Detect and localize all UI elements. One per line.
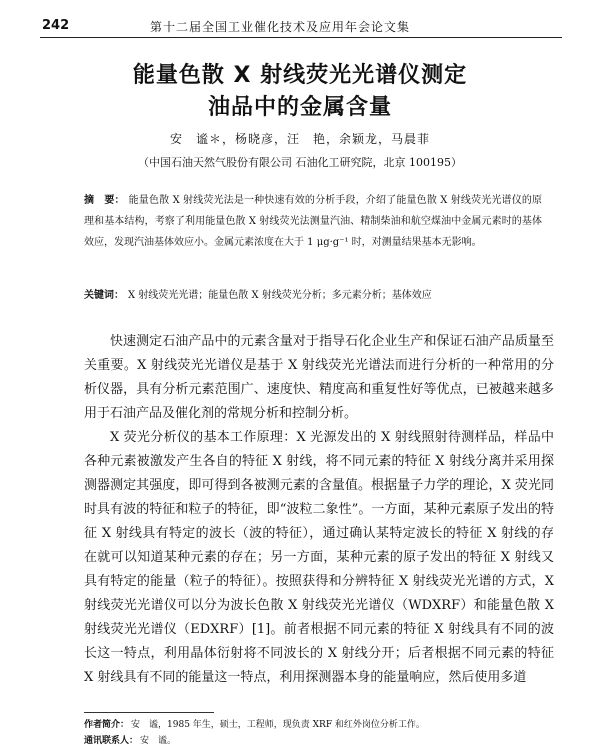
keywords-label: 关键词：: [84, 290, 124, 301]
contact-text: 安 谧。: [140, 736, 177, 746]
paper-title-line-2: 油品中的金属含量: [207, 95, 392, 120]
contact-label: 通讯联系人：: [84, 736, 139, 746]
page-number: 242: [42, 18, 70, 33]
author-bio-label: 作者简介：: [84, 720, 130, 730]
affiliation: （中国石油天然气股份有限公司 石油化工研究院，北京 100195）: [138, 156, 462, 169]
author-bio-footnote: [84, 717, 425, 730]
author-bio-text: 安 谧，1985 年生，硕士，工程师，现负责 XRF 和红外岗位分析工作。: [131, 720, 425, 730]
abstract-label: 摘 要：: [84, 195, 125, 206]
keywords: [84, 288, 542, 304]
paper-title-line-1: 能量色散 X 射线荧光光谱仪测定: [132, 63, 468, 88]
header-rule: [40, 37, 562, 38]
abstract: [84, 190, 542, 253]
author-list: 安 谧＊，杨晓彦，汪 艳，余颖龙，马晨菲: [169, 132, 430, 146]
abstract-text: 能量色散 X 射线荧光法是一种快速有效的分析手段，介绍了能量色散 X 射线荧光光谱仪的原理和基本结构，考察了利用能量色散 X 射线荧光法测量汽油、精制柴油和航空煤油中金属元素时的基体效应，发现汽油基体效应小。金属元素浓度在大于 1 μg·g⁻¹ 时，对测量结果基本无影响。: [84, 195, 543, 248]
contact-footnote: [84, 733, 176, 746]
body-paragraph-1: 快速测定石油产品中的元素含量对于指导石化企业生产和保证石油产品质量至关重要。X 射线荧光光谱仪是基于 X 射线荧光光谱法而进行分析的一种常用的分析仪器，具有分析元素范围广、速度快、精度高和重复性好等优点，已被越来越多用于石油产品及催化剂的常规分析和控制分析。: [84, 334, 554, 421]
running-header: 第十二届全国工业催化技术及应用年会论文集: [150, 20, 411, 34]
body-paragraph-2: X 荧光分析仪的基本工作原理：X 光源发出的 X 射线照射待测样品，样品中各种元素被激发产生各自的特征 X 射线，将不同元素的特征 X 射线分离并采用探测器测定其强度，即可得到各被测元素的含量值。根据量子力学的理论，X 荧光同时具有波的特征和粒子的特征，即“波粒二象性”。一方面，某种元素原子发出的特征 X 射线具有特定的波长（波的特征），通过确认某特定波长的特征 X 射线的存在就可以知道某种元素的存在；另一方面，某种元素的原子发出的特征 X 射线又具有特定的能量（粒子的特征）。按照获得和分辨特征 X 射线荧光光谱的方式，X 射线荧光光谱仪可以分为波长色散 X 射线荧光光谱仪（WDXRF）和能量色散 X 射线荧光光谱仪（EDXRF）[1]。前者根据不同元素的特征 X 射线具有不同的波长这一特点，利用晶体衍射将不同波长的 X 射线分开；后者根据不同元素的特征 X 射线具有不同的能量这一特点，利用探测器本身的能量响应，然后使用多道: [84, 430, 554, 685]
footnote-rule: [84, 712, 214, 713]
keywords-text: X 射线荧光光谱；能量色散 X 射线荧光分析；多元素分析；基体效应: [128, 290, 432, 301]
